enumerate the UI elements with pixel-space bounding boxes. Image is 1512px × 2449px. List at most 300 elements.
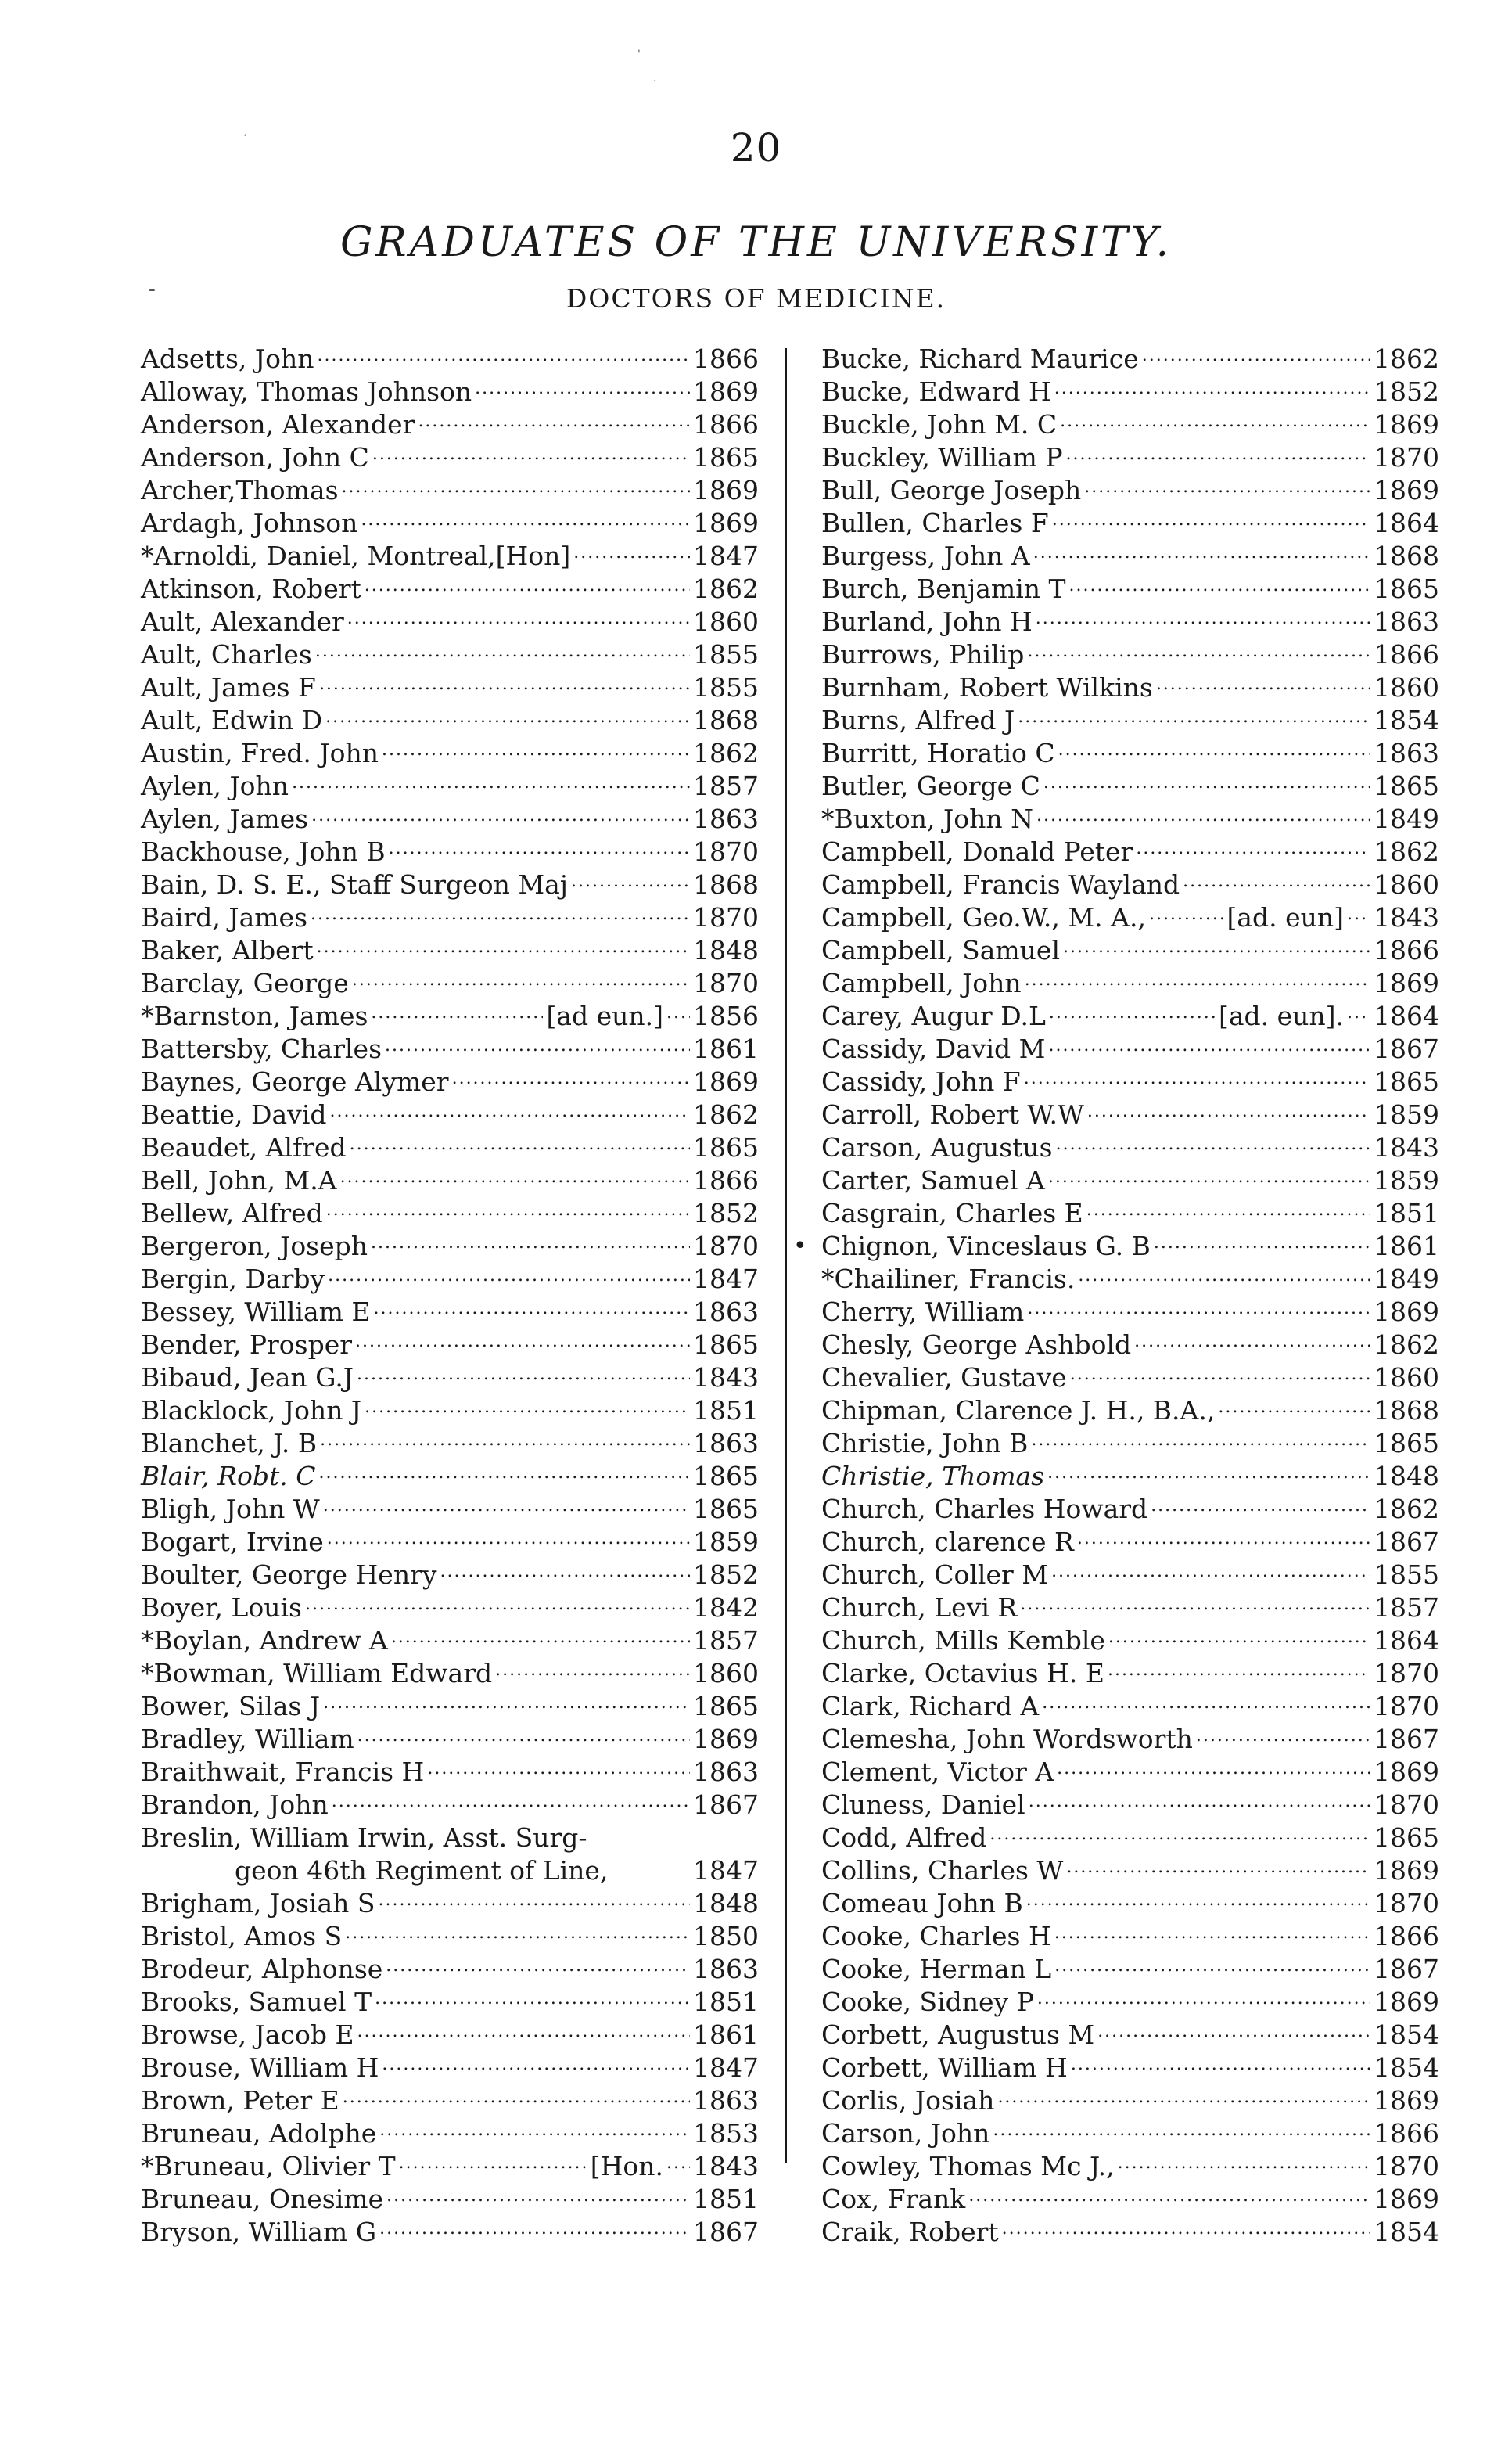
graduate-name: Bradley, William <box>141 1724 354 1754</box>
graduate-name: Battersby, Charles <box>141 1034 382 1064</box>
dot-leader <box>1071 2044 1370 2081</box>
graduation-year: 1847 <box>693 541 759 571</box>
graduate-name: Browse, Jacob E <box>141 2019 354 2050</box>
graduate-name: Clement, Victor A <box>821 1757 1054 1787</box>
graduate-name: Bristol, Amos S <box>141 1921 343 1951</box>
graduation-year: 1867 <box>1374 1724 1439 1754</box>
dot-leader <box>997 2077 1370 2114</box>
graduation-year: 1862 <box>693 1099 759 1130</box>
dot-leader <box>1051 1552 1370 1588</box>
dot-leader <box>495 1650 690 1687</box>
dot-leader <box>1058 730 1370 767</box>
dot-leader <box>386 1946 690 1983</box>
graduation-year: 1866 <box>1374 2118 1439 2149</box>
dot-leader <box>1048 1026 1370 1063</box>
dot-leader <box>319 1453 691 1490</box>
graduate-name: Codd, Alfred <box>821 1822 987 1853</box>
dot-leader <box>993 2110 1370 2147</box>
graduate-name: Burritt, Horatio C <box>821 738 1055 768</box>
graduation-year: 1843 <box>693 1362 759 1393</box>
graduation-year: 1870 <box>693 968 759 998</box>
dot-leader <box>1056 1124 1370 1161</box>
graduation-year: 1869 <box>1374 409 1439 440</box>
graduate-name: Archer,Thomas <box>141 475 339 505</box>
graduation-year: 1862 <box>1374 836 1439 867</box>
graduation-year: 1869 <box>1374 2184 1439 2214</box>
graduation-year: 1852 <box>1374 376 1439 407</box>
graduation-year: 1855 <box>693 672 759 703</box>
graduation-year: 1854 <box>1374 2019 1439 2050</box>
graduate-name: Collins, Charles W <box>821 1855 1064 1886</box>
dot-leader <box>1048 1157 1370 1194</box>
graduate-name: Chesly, George Ashbold <box>821 1329 1132 1360</box>
dot-leader <box>1027 631 1370 668</box>
graduation-year: 1865 <box>1374 771 1439 801</box>
graduation-year: 1865 <box>1374 1428 1439 1458</box>
dot-leader <box>1026 1880 1370 1917</box>
graduation-year: 1850 <box>693 1921 759 1951</box>
graduation-year: 1870 <box>1374 1789 1439 1820</box>
graduation-year: 1856 <box>693 1001 759 1031</box>
dot-leader <box>1108 1617 1370 1654</box>
dot-leader <box>452 1059 690 1095</box>
graduation-year: 1870 <box>693 1231 759 1261</box>
graduate-name: Butler, George C <box>821 771 1040 801</box>
dot-leader <box>1069 566 1370 602</box>
dot-leader <box>989 1814 1370 1851</box>
dot-leader <box>357 2012 690 2048</box>
dot-leader <box>365 566 690 602</box>
dot-leader <box>342 467 690 504</box>
dot-leader <box>1196 1716 1370 1753</box>
graduation-year: 1854 <box>1374 705 1439 735</box>
graduate-name: Bergeron, Joseph <box>141 1231 368 1261</box>
dot-leader <box>1218 1387 1370 1424</box>
graduation-year: 1848 <box>1374 1461 1439 1491</box>
dot-leader <box>365 1387 690 1424</box>
dot-leader <box>1047 1453 1370 1490</box>
degree-note: [ad eun.] <box>546 1001 664 1031</box>
dot-leader <box>343 2077 690 2114</box>
graduate-name: Bruneau, Adolphe <box>141 2118 377 2149</box>
graduate-name: Bell, John, M.A <box>141 1165 337 1196</box>
graduation-year: 1860 <box>1374 672 1439 703</box>
dot-leader <box>1037 1979 1370 2016</box>
graduation-year: 1843 <box>693 2151 759 2181</box>
graduate-name: Bryson, William G <box>141 2217 377 2247</box>
graduation-year: 1851 <box>1374 1198 1439 1228</box>
graduation-year: 1847 <box>693 2052 759 2083</box>
graduate-name: Christie, John B <box>821 1428 1029 1458</box>
graduate-name: Aylen, John <box>141 771 289 801</box>
graduation-year: 1865 <box>693 1494 759 1524</box>
dot-leader <box>319 664 690 701</box>
graduation-year: 1857 <box>1374 1592 1439 1623</box>
graduation-year: 1866 <box>1374 935 1439 966</box>
graduation-year: 1870 <box>1374 1888 1439 1919</box>
graduation-year: 1863 <box>693 1954 759 1984</box>
dot-leader <box>1060 401 1370 438</box>
graduation-year: 1866 <box>1374 639 1439 670</box>
graduation-year: 1862 <box>1374 343 1439 374</box>
graduate-name: Aylen, James <box>141 804 309 834</box>
dot-leader <box>315 631 690 668</box>
graduation-year: 1869 <box>1374 1296 1439 1327</box>
graduation-year: 1860 <box>693 1658 759 1688</box>
graduate-name: Boyer, Louis <box>141 1592 302 1623</box>
dot-leader <box>1025 960 1370 997</box>
dot-leader <box>311 796 690 833</box>
graduate-name: Cox, Frank <box>821 2184 966 2214</box>
dot-leader <box>386 2176 690 2213</box>
graduate-name: Ault, Charles <box>141 639 312 670</box>
graduate-name: Carter, Samuel A <box>821 1165 1045 1196</box>
graduate-name: Baird, James <box>141 902 308 933</box>
dot-leader <box>1057 1749 1370 1786</box>
graduate-name: Ardagh, Johnson <box>141 508 358 538</box>
degree-note: [ad. eun] <box>1226 902 1345 933</box>
graduation-year: 1864 <box>1374 1625 1439 1656</box>
graduate-name: *Arnoldi, Daniel, Montreal,[Hon] <box>141 541 571 571</box>
graduation-year: 1870 <box>1374 442 1439 473</box>
dot-leader <box>399 2143 587 2180</box>
graduation-year: 1862 <box>1374 1329 1439 1360</box>
graduate-name: *Bowman, William Edward <box>141 1658 493 1688</box>
graduate-name: Blacklock, John J <box>141 1395 362 1426</box>
graduation-year: 1868 <box>1374 1395 1439 1426</box>
dot-leader <box>1136 829 1370 865</box>
graduation-year: 1852 <box>693 1559 759 1590</box>
dot-leader <box>323 1683 690 1720</box>
dot-leader <box>1020 1584 1370 1621</box>
dot-leader <box>1118 2143 1370 2180</box>
column-divider <box>785 348 787 2163</box>
graduate-name: Bullen, Charles F <box>821 508 1049 538</box>
graduation-year: 1849 <box>1374 804 1439 834</box>
dot-leader <box>340 1157 690 1194</box>
dot-leader <box>1156 664 1370 701</box>
graduation-year: 1857 <box>693 771 759 801</box>
dot-leader <box>1108 1650 1370 1687</box>
dot-leader <box>345 1913 690 1950</box>
dot-leader <box>968 2176 1370 2213</box>
dot-leader <box>1031 1420 1370 1457</box>
graduate-name: Burland, John H <box>821 606 1033 637</box>
dot-leader <box>1097 2012 1370 2048</box>
dot-leader <box>292 763 690 800</box>
graduation-year: 1863 <box>693 804 759 834</box>
graduation-year: 1863 <box>693 1757 759 1787</box>
graduate-name: Atkinson, Robert <box>141 574 361 604</box>
graduation-year: 1867 <box>693 1789 759 1820</box>
dot-leader <box>385 1026 690 1063</box>
graduate-name: Burgess, John A <box>821 541 1030 571</box>
graduate-name: Campbell, Francis Wayland <box>821 869 1180 900</box>
graduation-year: 1861 <box>693 1034 759 1064</box>
left-column <box>141 343 759 2249</box>
dot-leader <box>375 1979 690 2016</box>
dot-leader <box>1049 993 1216 1030</box>
dot-leader <box>666 2143 690 2180</box>
graduation-year: 1869 <box>693 508 759 538</box>
graduation-year: 1854 <box>1374 2217 1439 2247</box>
dot-leader <box>475 369 690 405</box>
graduate-name: Church, Charles Howard <box>821 1494 1148 1524</box>
dot-leader <box>1063 927 1370 964</box>
graduate-name: Carson, John <box>821 2118 990 2149</box>
graduate-name: Barclay, George <box>141 968 349 998</box>
graduate-name: *Buxton, John N <box>821 804 1033 834</box>
graduate-name: Cassidy, David M <box>821 1034 1046 1064</box>
graduate-name: Cluness, Daniel <box>821 1789 1025 1820</box>
graduation-year: 1866 <box>1374 1921 1439 1951</box>
graduation-year: 1864 <box>1374 1001 1439 1031</box>
graduation-year: 1843 <box>1374 1132 1439 1163</box>
dot-leader <box>1033 533 1370 570</box>
graduate-name: Adsetts, John <box>141 343 314 374</box>
graduate-name: *Bruneau, Olivier T <box>141 2151 396 2181</box>
graduate-entry <box>141 2216 759 2249</box>
graduate-name: Blanchet, J. B <box>141 1428 318 1458</box>
dot-leader <box>389 829 690 865</box>
dot-leader <box>379 1880 691 1917</box>
graduate-name: Anderson, Alexander <box>141 409 415 440</box>
graduation-year: 1865 <box>693 442 759 473</box>
graduation-year: 1859 <box>1374 1099 1439 1130</box>
graduate-name: Carey, Augur D.L <box>821 1001 1046 1031</box>
graduation-year: 1864 <box>1374 508 1439 538</box>
graduation-year: 1868 <box>693 705 759 735</box>
graduation-year: 1853 <box>693 2118 759 2149</box>
dot-leader <box>1149 894 1223 931</box>
dot-leader <box>1036 796 1370 833</box>
graduate-name: Baker, Albert <box>141 935 314 966</box>
graduation-year: 1847 <box>693 1855 759 1886</box>
graduation-year: 1860 <box>1374 869 1439 900</box>
dot-leader <box>347 599 690 635</box>
graduate-name: Brandon, John <box>141 1789 329 1820</box>
graduate-entry <box>141 1789 759 1821</box>
graduate-name: Bligh, John W <box>141 1494 320 1524</box>
graduate-name: Buckle, John M. C <box>821 409 1058 440</box>
dot-leader <box>1084 467 1370 504</box>
graduate-entry <box>821 2216 1439 2249</box>
graduate-name: Breslin, William Irwin, Asst. Surg- <box>141 1822 587 1853</box>
graduate-name: Burns, Alfred J <box>821 705 1015 735</box>
graduation-year: 1867 <box>693 2217 759 2247</box>
graduate-name: Bessey, William E <box>141 1296 371 1327</box>
graduate-name: Bergin, Darby <box>141 1264 325 1294</box>
graduation-year: 1865 <box>693 1329 759 1360</box>
graduation-year: 1869 <box>1374 968 1439 998</box>
dot-leader <box>332 1782 690 1818</box>
graduate-name: Backhouse, John B <box>141 836 386 867</box>
graduate-name: Church, Levi R <box>821 1592 1018 1623</box>
graduate-name: Clemesha, John Wordsworth <box>821 1724 1193 1754</box>
dot-leader <box>1027 1289 1370 1325</box>
dot-leader <box>1066 1847 1370 1884</box>
dot-leader <box>320 1420 690 1457</box>
graduate-name: Church, Coller M <box>821 1559 1049 1590</box>
graduation-year: 1865 <box>1374 1822 1439 1853</box>
graduation-year: 1867 <box>1374 1034 1439 1064</box>
graduation-year: 1865 <box>693 1132 759 1163</box>
graduate-name: Cassidy, John F <box>821 1066 1021 1097</box>
graduation-year: 1867 <box>1374 1527 1439 1557</box>
graduation-year: 1870 <box>1374 1658 1439 1688</box>
graduate-name: *Boylan, Andrew A <box>141 1625 388 1656</box>
graduate-name: Baynes, George Alymer <box>141 1066 449 1097</box>
graduate-name: Carroll, Robert W.W <box>821 1099 1084 1130</box>
speck-mark: ' <box>637 49 641 61</box>
graduate-name: Bucke, Edward H <box>821 376 1051 407</box>
dot-leader <box>1054 1913 1370 1950</box>
bullet-mark: • <box>793 1232 807 1260</box>
dot-leader <box>1002 2209 1370 2246</box>
dot-leader <box>1043 763 1370 800</box>
dot-leader <box>1347 993 1370 1030</box>
dot-leader <box>1151 1486 1370 1523</box>
graduate-name: Campbell, Samuel <box>821 935 1060 966</box>
speck-mark: . <box>653 72 657 85</box>
graduation-year: 1870 <box>1374 1691 1439 1721</box>
graduation-year: 1851 <box>693 2184 759 2214</box>
dot-leader <box>328 1256 690 1293</box>
dot-leader <box>1183 861 1370 898</box>
graduate-name: Anderson, John C <box>141 442 369 473</box>
graduate-name: Alloway, Thomas Johnson <box>141 376 472 407</box>
dot-leader <box>1066 434 1370 471</box>
graduate-name: Brigham, Josiah S <box>141 1888 375 1919</box>
graduate-name: Campbell, Geo.W., M. A., <box>821 902 1146 933</box>
graduate-entry <box>141 1821 759 1887</box>
graduation-year: 1847 <box>693 1264 759 1294</box>
graduate-name: Buckley, William P <box>821 442 1063 473</box>
graduate-name: Chipman, Clarence J. H., B.A., <box>821 1395 1216 1426</box>
dot-leader <box>371 1223 690 1260</box>
graduate-name: Braithwait, Francis H <box>141 1757 425 1787</box>
dot-leader <box>1142 336 1370 372</box>
graduation-year: 1863 <box>1374 606 1439 637</box>
page-title: GRADUATES OF THE UNIVERSITY. <box>340 219 1172 266</box>
graduate-name: Casgrain, Charles E <box>821 1198 1083 1228</box>
dot-leader <box>1029 1782 1370 1818</box>
graduate-name: *Chailiner, Francis. <box>821 1264 1076 1294</box>
graduate-name: Corbett, William H <box>821 2052 1068 2083</box>
graduate-name: Beaudet, Alfred <box>141 1132 347 1163</box>
dot-leader <box>355 1322 690 1358</box>
dot-leader <box>305 1584 690 1621</box>
dot-leader <box>361 500 690 537</box>
graduate-name: Burch, Benjamin T <box>821 574 1066 604</box>
dot-leader <box>1036 599 1370 635</box>
dot-leader <box>1347 894 1370 931</box>
graduation-year: 1855 <box>1374 1559 1439 1590</box>
graduation-year: 1866 <box>693 409 759 440</box>
dot-leader <box>327 1519 690 1555</box>
graduation-year: 1861 <box>1374 1231 1439 1261</box>
graduation-year: 1863 <box>693 2085 759 2116</box>
graduation-year: 1869 <box>1374 2085 1439 2116</box>
dot-leader <box>325 697 690 734</box>
graduate-name: Bucke, Richard Maurice <box>821 343 1139 374</box>
right-column <box>793 343 1439 2249</box>
dot-leader <box>666 993 690 1030</box>
graduate-name: Brouse, William H <box>141 2052 379 2083</box>
graduation-year: 1843 <box>1374 902 1439 933</box>
dot-leader <box>350 1124 690 1161</box>
dot-leader <box>330 1091 691 1128</box>
graduate-name: Chignon, Vinceslaus G. B <box>821 1231 1151 1261</box>
graduation-year: 1869 <box>1374 1855 1439 1886</box>
degree-note: [ad. eun]. <box>1218 1001 1345 1031</box>
graduation-year: 1869 <box>693 475 759 505</box>
dot-leader <box>391 1617 690 1654</box>
graduation-year: 1865 <box>693 1691 759 1721</box>
dot-leader <box>379 2110 690 2147</box>
graduate-name: Chevalier, Gustave <box>821 1362 1067 1393</box>
graduation-year: 1852 <box>693 1198 759 1228</box>
section-subtitle: DOCTORS OF MEDICINE. <box>566 283 946 314</box>
dot-leader <box>371 993 543 1030</box>
dot-leader <box>1024 1059 1370 1095</box>
graduation-year: 1869 <box>1374 475 1439 505</box>
graduation-year: 1870 <box>1374 2151 1439 2181</box>
graduate-name: Bruneau, Onesime <box>141 2184 384 2214</box>
dot-leader <box>1054 1946 1370 1983</box>
graduation-year: 1842 <box>693 1592 759 1623</box>
graduation-year: 1849 <box>1374 1264 1439 1294</box>
dot-leader <box>317 336 690 372</box>
dot-leader <box>1054 369 1370 405</box>
speck-mark: , <box>244 125 248 138</box>
graduate-name: Comeau John B <box>821 1888 1023 1919</box>
graduation-year: 1851 <box>693 1395 759 1426</box>
dash-mark: - <box>149 278 156 301</box>
dot-leader <box>374 1289 690 1325</box>
graduation-year: 1860 <box>693 606 759 637</box>
graduate-name: Bender, Prosper <box>141 1329 353 1360</box>
graduate-name: Brown, Peter E <box>141 2085 339 2116</box>
graduate-name: Bull, George Joseph <box>821 475 1082 505</box>
graduation-year: 1865 <box>693 1461 759 1491</box>
graduate-name: Christie, Thomas <box>821 1461 1045 1491</box>
dot-leader <box>379 2209 690 2246</box>
graduation-year: 1863 <box>693 1428 759 1458</box>
graduate-name: Brooks, Samuel T <box>141 1987 372 2017</box>
graduation-year: 1851 <box>693 1987 759 2017</box>
dot-leader <box>1134 1322 1370 1358</box>
graduation-year: 1869 <box>693 1066 759 1097</box>
graduation-year: 1857 <box>693 1625 759 1656</box>
graduate-name: Cowley, Thomas Mc J., <box>821 2151 1115 2181</box>
graduation-year: 1862 <box>1374 1494 1439 1524</box>
graduation-year: 1848 <box>693 1888 759 1919</box>
dot-leader <box>1042 1683 1370 1720</box>
graduation-year: 1867 <box>1374 1954 1439 1984</box>
graduate-name-continuation: geon 46th Regiment of Line, <box>235 1855 609 1886</box>
graduation-year: 1870 <box>693 836 759 867</box>
graduate-name: Cooke, Herman L <box>821 1954 1052 1984</box>
graduate-name: Ault, Edwin D <box>141 705 323 735</box>
graduation-year: 1870 <box>693 902 759 933</box>
dot-leader <box>382 730 690 767</box>
dot-leader <box>326 1190 690 1227</box>
graduation-year: 1854 <box>1374 2052 1439 2083</box>
graduation-year: 1869 <box>1374 1987 1439 2017</box>
graduate-name: Bellew, Alfred <box>141 1198 323 1228</box>
dot-leader <box>1070 1354 1370 1391</box>
